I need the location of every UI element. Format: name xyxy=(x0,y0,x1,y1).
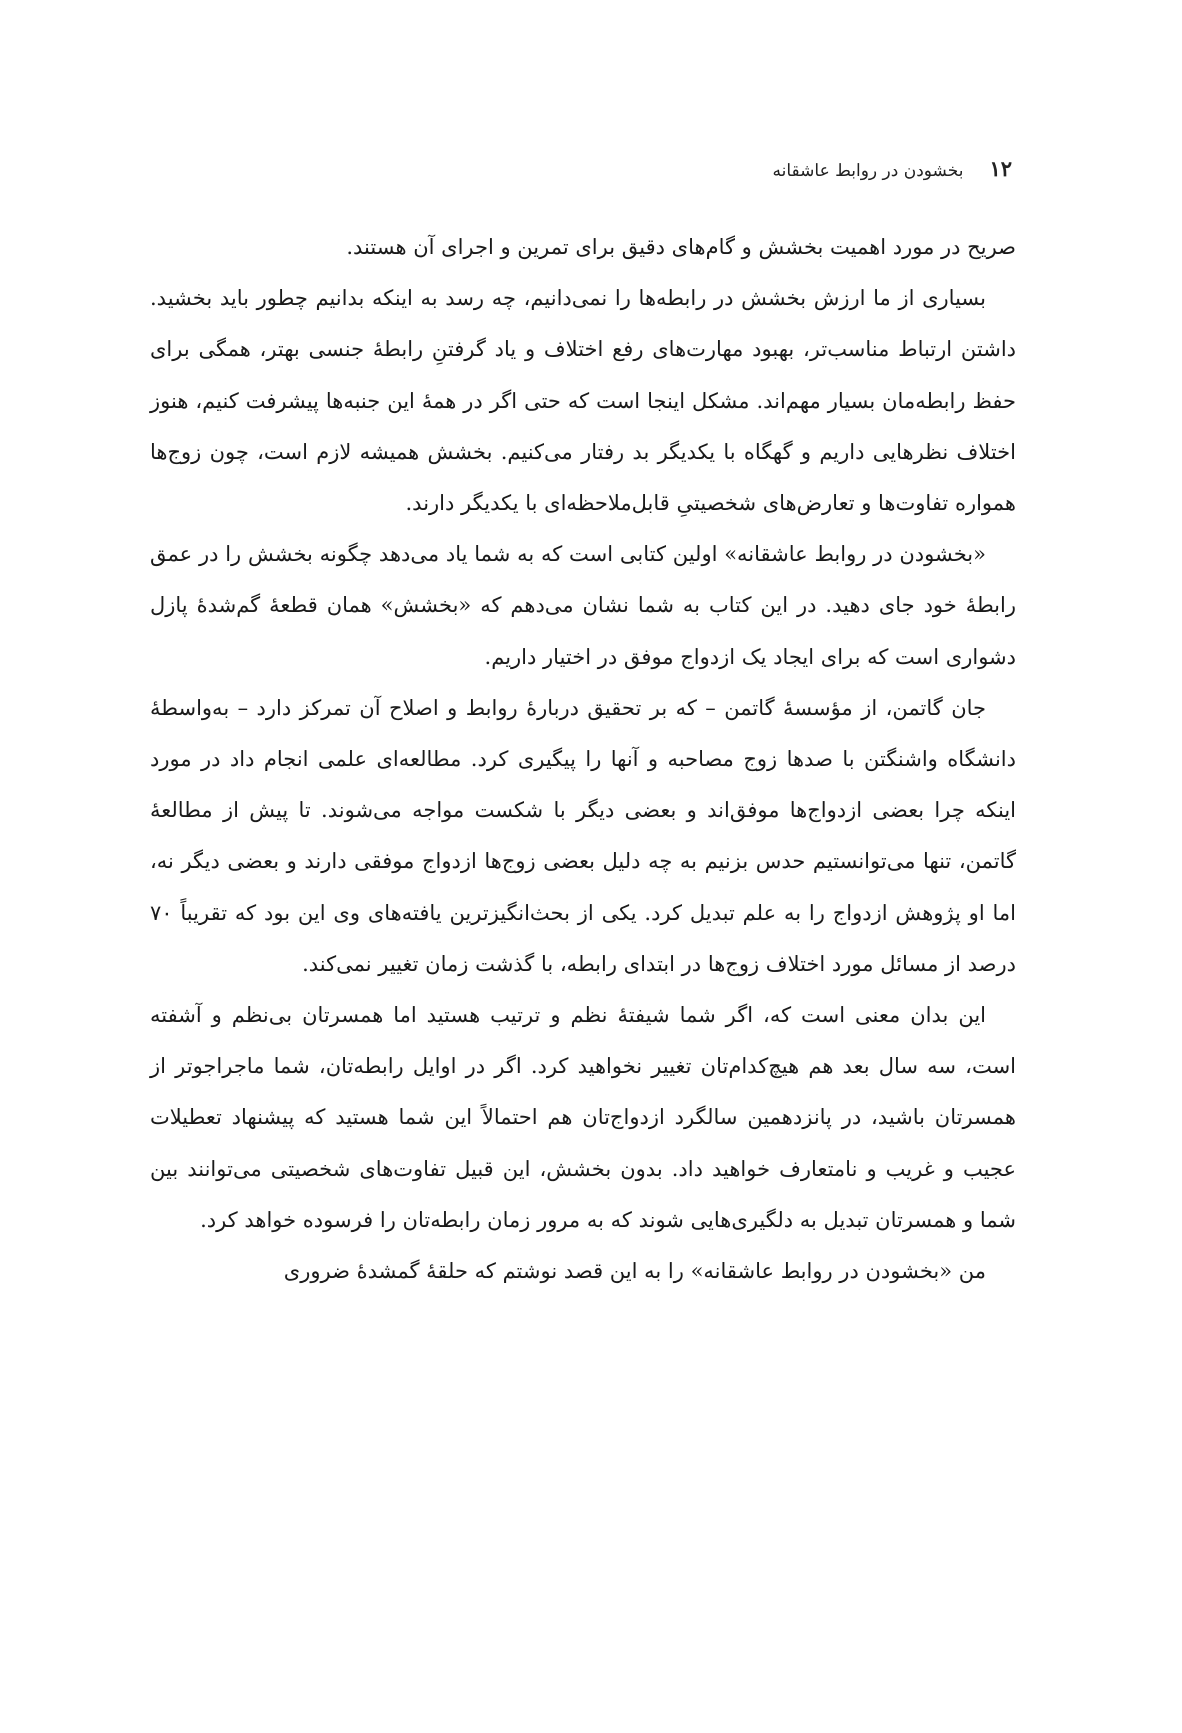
paragraph: این بدان معنی است که، اگر شما شیفتهٔ نظم و ترتیب هستید اما همسرتان بی‌نظم و آشفته است، سه سال بعد هم هیچ‌کدام‌تان تغییر نخواهید کرد. اگر در اوایل رابطه‌تان، شما ماجراجوتر از همسرتان باشید، در پانزدهمین سالگرد ازدواج‌تان هم احتمالاً این شما هستید که پیشنهاد تعطیلات عجیب و غریب و نامتعارف خواهید داد. بدون بخشش، این قبیل تفاوت‌های شخصیتی می‌توانند بین شما و همسرتان تبدیل به دلگیری‌هایی شوند که به مرور زمان رابطه‌تان را فرسوده خواهد کرد. xyxy=(150,1003,1016,1232)
paragraph: جان گاتمن، از مؤسسهٔ گاتمن – که بر تحقیق دربارهٔ روابط و اصلاح آن تمرکز دارد – به‌واسطهٔ دانشگاه واشنگتن با صدها زوج مصاحبه و آنها را پیگیری کرد. مطالعه‌ای علمی انجام داد در مورد اینکه چرا بعضی ازدواج‌ها موفق‌اند و بعضی دیگر با شکست مواجه می‌شوند. تا پیش از مطالعهٔ گاتمن، تنها می‌توانستیم حدس بزنیم به چه دلیل بعضی زوج‌ها ازدواج موفقی دارند و بعضی دیگر نه، اما او پژوهش ازدواج را به علم تبدیل کرد. یکی از بحث‌انگیزترین یافته‌های وی این بود که تقریباً ۷۰ درصد از مسائل مورد اختلاف زوج‌ها در ابتدای رابطه، با گذشت زمان تغییر نمی‌کند. xyxy=(150,695,1016,976)
paragraph: من «بخشودن در روابط عاشقانه» را به این قصد نوشتم که حلقهٔ گمشدهٔ ضروری xyxy=(283,1259,986,1284)
running-title: بخشودن در روابط عاشقانه xyxy=(772,161,964,181)
paragraph-continuation: صریح در مورد اهمیت بخشش و گام‌های دقیق برای تمرین و اجرای آن هستند. xyxy=(346,235,1016,259)
running-header xyxy=(773,156,1012,181)
paragraph: بسیاری از ما ارزش بخشش در رابطه‌ها را نمی‌دانیم، چه رسد به اینکه بدانیم چطور باید بخشید. داشتن ارتباط مناسب‌تر، بهبود مهارت‌های رفع اختلاف و یاد گرفتنِ رابطهٔ جنسی بهتر، همگی برای حفظ رابطه‌مان بسیار مهم‌اند. مشکل اینجا است که حتی اگر در همهٔ این جنبه‌ها پیشرفت کنیم، هنوز اختلاف نظرهایی داریم و گهگاه با یکدیگر بد رفتار می‌کنیم. بخشش همیشه لازم است، چون زوج‌ها همواره تفاوت‌ها و تعارض‌های شخصیتیِ قابل‌ملاحظه‌ای با یکدیگر دارند. xyxy=(150,286,1016,516)
body-text xyxy=(150,222,1016,1297)
paragraph: «بخشودن در روابط عاشقانه» اولین کتابی است که به شما یاد می‌دهد چگونه بخشش را در عمق رابطهٔ خود جای دهید. در این کتاب به شما نشان می‌دهم که «بخشش» همان قطعهٔ گم‌شدهٔ پازل دشواری است که برای ایجاد یک ازدواج موفق در اختیار داریم. xyxy=(150,542,1016,669)
page-number: ۱۲ xyxy=(989,156,1012,181)
